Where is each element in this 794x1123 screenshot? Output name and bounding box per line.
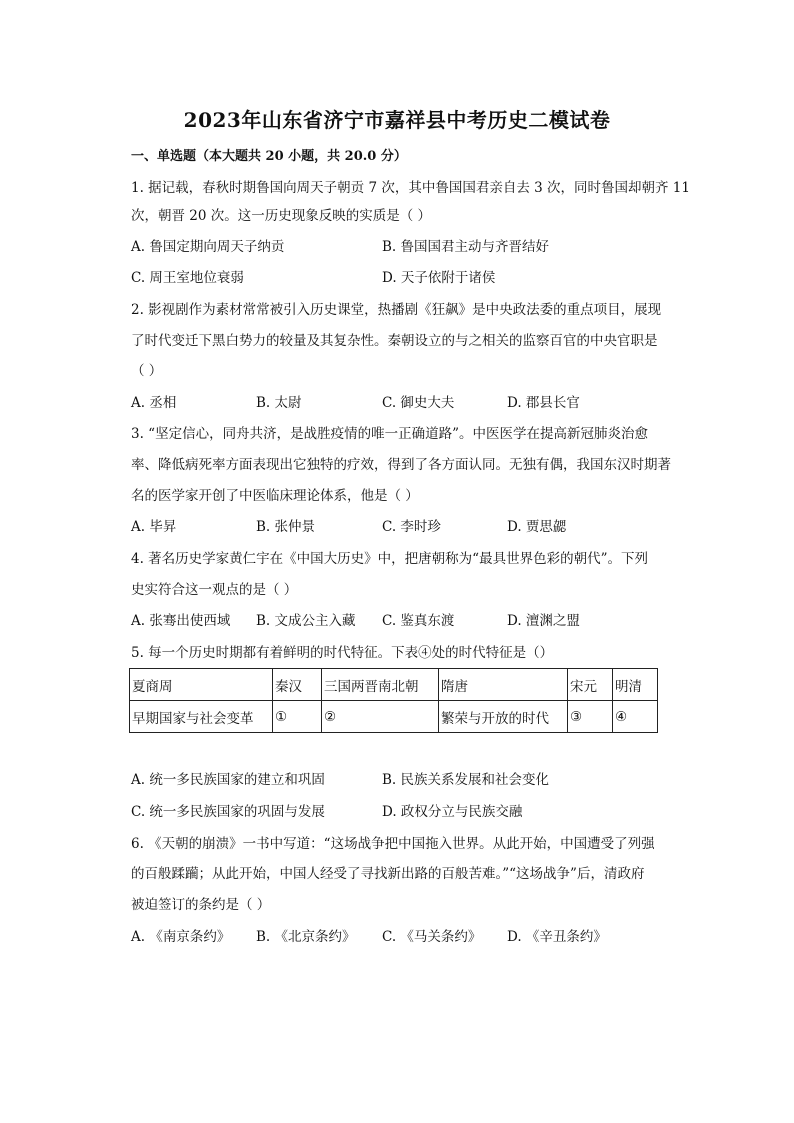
question-3-option-d[interactable]: D. 贾思勰: [507, 519, 567, 535]
question-5-option-d[interactable]: D. 政权分立与民族交融: [382, 804, 523, 820]
question-1-option-b[interactable]: B. 鲁国国君主动与齐晋结好: [382, 239, 550, 255]
question-3-line-2: 率、降低病死率方面表现出它独特的疗效，得到了各方面认同。无独有偶，我国东汉时期著: [131, 457, 671, 473]
question-3-line-3: 名的医学家开创了中医临床理论体系，他是（ ）: [131, 488, 419, 504]
question-4-line-2: 史实符合这一观点的是（ ）: [131, 582, 298, 598]
table-cell: 明清: [613, 669, 658, 701]
question-5-option-a[interactable]: A. 统一多民族国家的建立和巩固: [131, 772, 325, 788]
question-5-option-b[interactable]: B. 民族关系发展和社会变化: [382, 772, 550, 788]
question-2-option-a[interactable]: A. 丞相: [131, 395, 177, 411]
question-1-option-d[interactable]: D. 天子依附于诸侯: [382, 270, 496, 286]
question-1-line-2: 次，朝晋 20 次。这一历史现象反映的实质是（ ）: [131, 208, 432, 224]
table-cell: 隋唐: [439, 669, 568, 701]
era-table: [129, 668, 658, 733]
question-1-line-1: 1. 据记载，春秋时期鲁国向周天子朝贡 7 次，其中鲁国国君亲自去 3 次，同时鲁国却朝齐 11: [131, 180, 690, 196]
table-cell: 宋元: [568, 669, 613, 701]
question-4-option-d[interactable]: D. 澶渊之盟: [507, 613, 580, 629]
question-3-option-b[interactable]: B. 张仲景: [256, 519, 316, 535]
question-2-line-2: 了时代变迁下黑白势力的较量及其复杂性。秦朝设立的与之相关的监察百官的中央官职是: [131, 333, 658, 349]
question-2-option-d[interactable]: D. 郡县长官: [507, 395, 580, 411]
table-cell: 三国两晋南北朝: [322, 669, 439, 701]
question-5-line-1: 5. 每一个历史时期都有着鲜明的时代特征。下表④处的时代特征是（）: [131, 645, 554, 661]
question-2-option-c[interactable]: C. 御史大夫: [382, 395, 455, 411]
question-4-option-a[interactable]: A. 张骞出使西域: [131, 613, 231, 629]
question-1-option-a[interactable]: A. 鲁国定期向周天子纳贡: [131, 239, 285, 255]
question-6-line-2: 的百般蹂躏；从此开始，中国人经受了寻找新出路的百般苦难。”“这场战争”后，清政府: [131, 866, 645, 882]
question-6-option-a[interactable]: A. 《南京条约》: [131, 929, 231, 945]
question-6-option-d[interactable]: D. 《辛丑条约》: [507, 929, 607, 945]
question-2-line-1: 2. 影视剧作为素材常常被引入历史课堂，热播剧《狂飙》是中央政法委的重点项目，展现: [131, 302, 662, 318]
table-row: [130, 669, 658, 701]
question-5-option-c[interactable]: C. 统一多民族国家的巩固与发展: [131, 804, 325, 820]
table-cell: ③: [568, 701, 613, 733]
question-6-line-3: 被迫签订的条约是（ ）: [131, 897, 271, 913]
exam-title: 2023年山东省济宁市嘉祥县中考历史二模试卷: [183, 108, 611, 132]
question-2-option-b[interactable]: B. 太尉: [256, 395, 302, 411]
question-1-option-c[interactable]: C. 周王室地位衰弱: [131, 270, 244, 286]
question-3-option-c[interactable]: C. 李时珍: [382, 519, 441, 535]
table-cell: 繁荣与开放的时代: [439, 701, 568, 733]
question-4-option-c[interactable]: C. 鉴真东渡: [382, 613, 455, 629]
question-2-line-3: （ ）: [131, 363, 163, 379]
table-cell: 秦汉: [273, 669, 322, 701]
table-row: [130, 701, 658, 733]
table-cell: ②: [322, 701, 439, 733]
question-4-line-1: 4. 著名历史学家黄仁宇在《中国大历史》中，把唐朝称为“最具世界色彩的朝代”。下列: [131, 551, 648, 567]
question-6-option-c[interactable]: C. 《马关条约》: [382, 929, 482, 945]
question-6-line-1: 6. 《天朝的崩溃》一书中写道：“这场战争把中国拖入世界。从此开始，中国遭受了列强: [131, 836, 655, 852]
table-cell: 夏商周: [130, 669, 273, 701]
section-heading: 一、单选题（本大题共 20 小题，共 20.0 分）: [131, 149, 407, 164]
table-cell: ④: [613, 701, 658, 733]
table-cell: ①: [273, 701, 322, 733]
question-3-option-a[interactable]: A. 毕昇: [131, 519, 177, 535]
question-6-option-b[interactable]: B. 《北京条约》: [256, 929, 356, 945]
question-4-option-b[interactable]: B. 文成公主入藏: [256, 613, 356, 629]
table-cell: 早期国家与社会变革: [130, 701, 273, 733]
question-3-line-1: 3. “坚定信心，同舟共济，是战胜疫情的唯一正确道路”。中医医学在提高新冠肺炎治愈: [131, 426, 648, 442]
